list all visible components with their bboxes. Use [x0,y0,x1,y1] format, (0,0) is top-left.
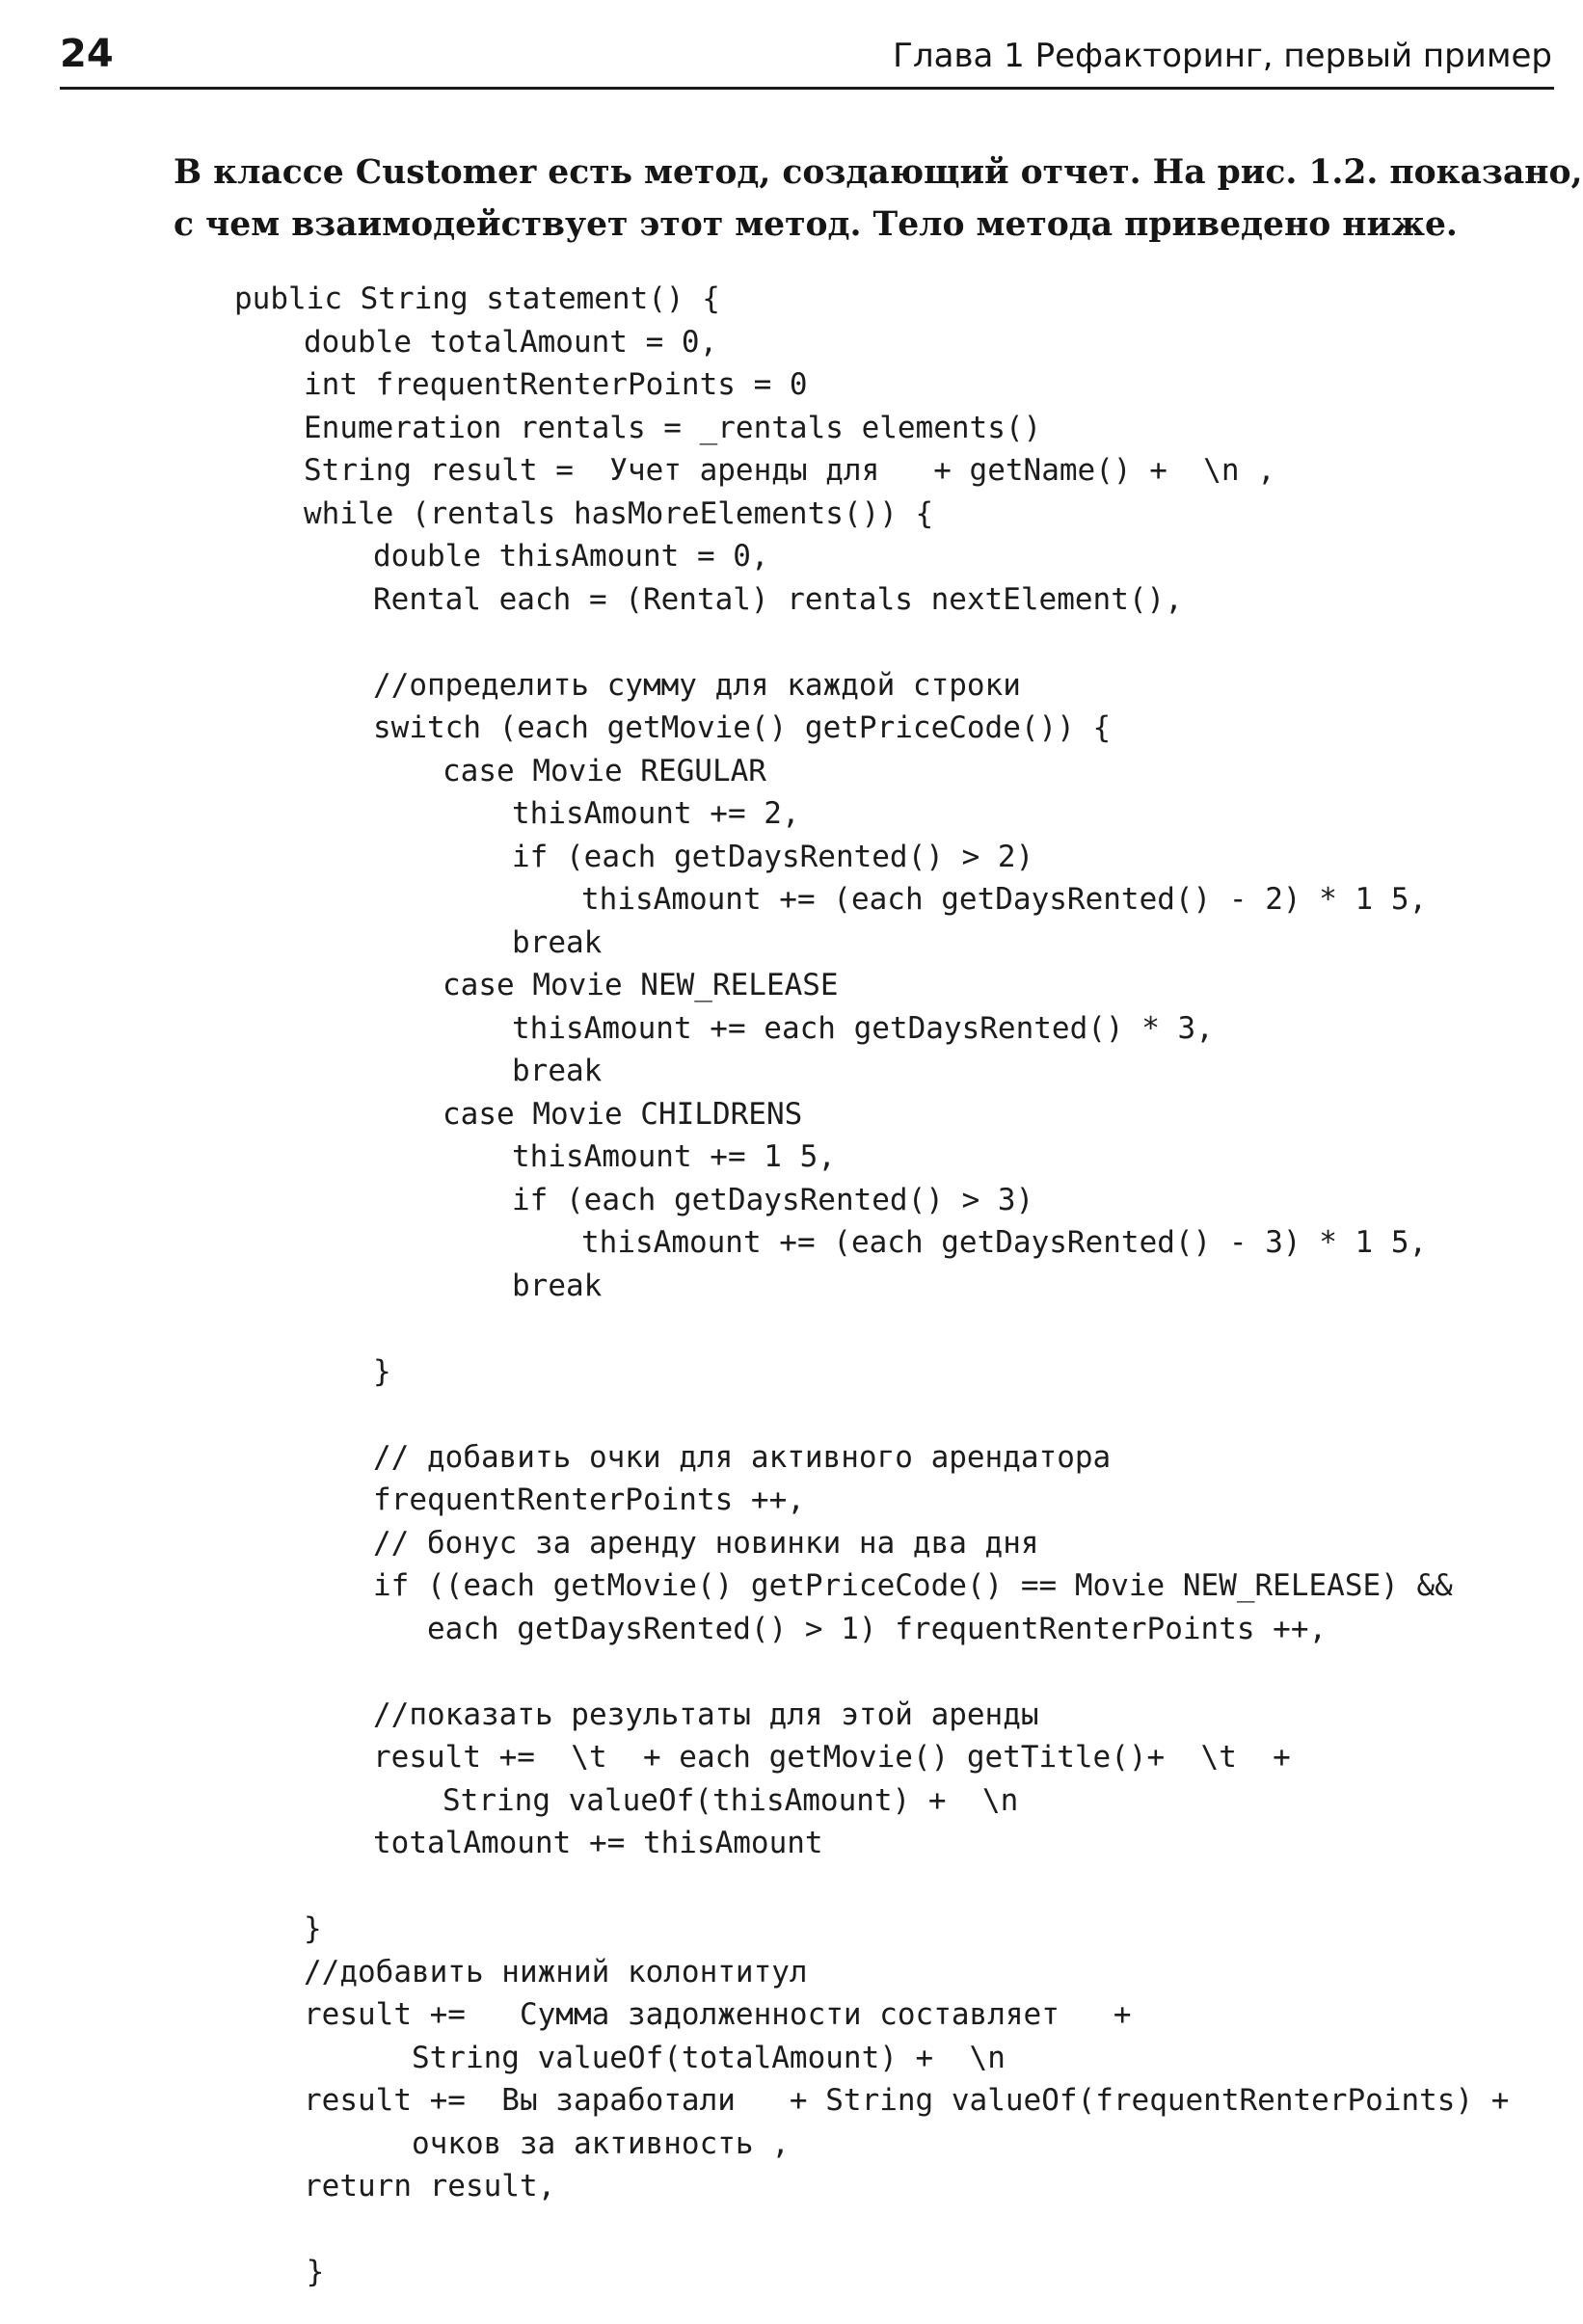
page-number: 24 [60,32,114,76]
code-line: } [373,1353,391,1389]
code-line: thisAmount += (each getDaysRented() - 3) * 1 5, [581,1225,1428,1260]
code-line: //добавить нижний колонтитул [304,1954,808,1990]
code-line: break [512,924,603,960]
code-line: thisAmount += 1 5, [512,1139,836,1174]
code-line: thisAmount += 2, [512,796,800,831]
code-line: case Movie NEW_RELEASE [443,968,839,1002]
code-line: thisAmount += (each getDaysRented() - 2) * 1 5, [581,882,1428,917]
code-line: Rental each = (Rental) rentals nextElement(), [373,581,1183,617]
running-head: Глава 1 Рефакторинг, первый пример [893,37,1552,75]
code-line: case Movie CHILDRENS [443,1096,803,1132]
code-line: each getDaysRented() > 1) frequentRenterPoints ++, [373,1611,1328,1646]
code-line: break [512,1054,603,1088]
code-line: break [512,1268,603,1303]
code-line: result += Сумма задолженности составляет + [304,1997,1132,2032]
code-line: public String statement() { [234,281,720,316]
code-line: int frequentRenterPoints = 0 [304,367,808,402]
code-line: if (each getDaysRented() > 2) [512,839,1034,874]
code-line: double thisAmount = 0, [373,539,769,574]
code-line: //показать результаты для этой аренды [373,1696,1039,1732]
code-line: result += \t + each getMovie() getTitle()+ \t + [373,1740,1291,1775]
code-line: // добавить очки для активного арендатора [373,1439,1112,1475]
code-line: очков за активность , [304,2125,790,2161]
intro-line: В классе Customer есть метод, создающий отчет. На рис. 1.2. показано, [174,153,1583,192]
code-line: String valueOf(totalAmount) + \n [304,2040,1006,2075]
intro-line: с чем взаимодействует этот метод. Тело метода приведено ниже. [174,205,1458,244]
code-line: while (rentals hasMoreElements()) { [304,495,934,531]
code-line: frequentRenterPoints ++, [373,1483,805,1517]
code-line: // бонус за аренду новинки на два дня [373,1525,1039,1561]
code-line: } [234,2255,325,2289]
code-line: case Movie REGULAR [443,753,766,788]
code-line: return result, [304,2169,556,2204]
code-line: result += Вы заработали + String valueOf(frequentRenterPoints) + [304,2083,1510,2118]
code-line: thisAmount += each getDaysRented() * 3, [512,1010,1214,1046]
code-line: String valueOf(thisAmount) + \n [443,1782,1019,1818]
code-line: //определить сумму для каждой строки [373,667,1021,703]
code-line: if ((each getMovie() getPriceCode() == Movie NEW_RELEASE) && [373,1568,1453,1603]
code-line: } [304,1911,322,1946]
code-line: String result = Учет аренды для + getName() + \n , [304,453,1275,488]
code-line: if (each getDaysRented() > 3) [512,1182,1034,1217]
code-line: double totalAmount = 0, [304,324,718,360]
code-line: switch (each getMovie() getPriceCode()) { [373,710,1112,745]
code-line: totalAmount += thisAmount [373,1826,823,1860]
code-line: Enumeration rentals = _rentals elements() [304,410,1042,445]
